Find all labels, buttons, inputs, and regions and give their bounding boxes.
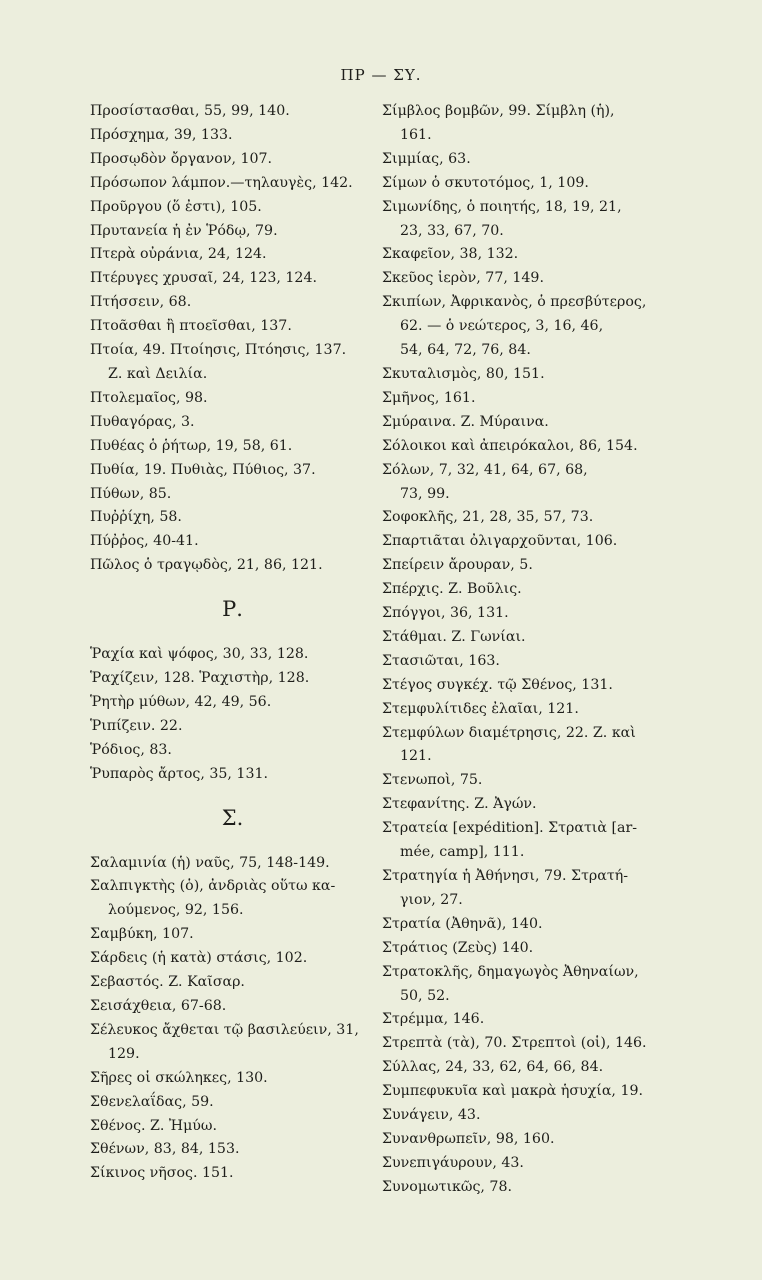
entry-line: Σέλευκος ἄχθεται τῷ βασιλεύειν, 31, xyxy=(90,1021,359,1038)
index-entry xyxy=(382,411,682,435)
entry-line: Συνομωτικῶς, 78. xyxy=(382,1178,512,1195)
entry-line: Σαλπιγκτὴς (ὁ), ἀνδριὰς οὕτω κα- xyxy=(90,878,336,895)
entry-continuation: 161. xyxy=(400,126,432,143)
entry-line: Ῥητὴρ μύθων, 42, 49, 56. xyxy=(90,693,272,710)
entry-line: Σόλοικοι καὶ ἀπειρόκαλοι, 86, 154. xyxy=(382,437,638,454)
entry-line: Πτήσσειν, 68. xyxy=(90,294,192,311)
entry-line: Στεφανίτης. Ζ. Ἀγών. xyxy=(382,796,537,813)
index-entry xyxy=(382,1176,682,1200)
index-entry xyxy=(90,172,375,196)
entry-line: Προῦργου (ὅ ἐστι), 105. xyxy=(90,198,262,215)
entry-line: Σπαρτιᾶται ὀλιγαρχοῦνται, 106. xyxy=(382,533,618,550)
index-entry xyxy=(90,124,375,148)
index-entry xyxy=(90,291,375,315)
index-entry xyxy=(90,763,375,787)
index-entry xyxy=(382,530,682,554)
section-letter: Σ. xyxy=(221,805,244,830)
entry-line: Ῥυπαρὸς ἄρτος, 35, 131. xyxy=(90,765,269,782)
index-entry xyxy=(90,243,375,267)
entry-line: Ῥιπίζειν. 22. xyxy=(90,717,183,734)
index-entry xyxy=(90,852,375,876)
index-entry xyxy=(382,817,682,865)
index-entry xyxy=(90,483,375,507)
index-entry xyxy=(382,1080,682,1104)
entry-line: Στρατία (Ἀθηνᾶ), 140. xyxy=(382,915,543,932)
entry-line: Πρόσωπον λάμπον.—τηλαυγὲς, 142. xyxy=(90,174,353,191)
index-entry xyxy=(90,315,375,339)
index-entry xyxy=(382,578,682,602)
entry-line: Σθένων, 83, 84, 153. xyxy=(90,1141,240,1158)
index-entry xyxy=(90,220,375,244)
entry-line: Πυθαγόρας, 3. xyxy=(90,413,195,430)
index-entry xyxy=(382,1152,682,1176)
index-entry xyxy=(382,674,682,698)
entry-line: Πτερὰ οὐράνια, 24, 124. xyxy=(90,246,267,263)
index-entry xyxy=(382,148,682,172)
entry-continuation: λούμενος, 92, 156. xyxy=(108,902,244,919)
index-entry xyxy=(90,1067,375,1091)
index-entry xyxy=(382,722,682,770)
entry-line: Πυθέας ὁ ῥήτωρ, 19, 58, 61. xyxy=(90,437,293,454)
running-title: ΠΡ — ΣΥ. xyxy=(340,66,422,84)
index-entry xyxy=(90,506,375,530)
index-entry xyxy=(90,875,375,923)
index-entry xyxy=(382,913,682,937)
entry-line: Σμύραινα. Ζ. Μύραινα. xyxy=(382,413,549,430)
index-entry xyxy=(90,387,375,411)
entry-line: Στασιῶται, 163. xyxy=(382,652,500,669)
entry-continuation: 50, 52. xyxy=(400,987,450,1004)
entry-line: Σίμων ὁ σκυτοτόμος, 1, 109. xyxy=(382,174,589,191)
index-entry xyxy=(382,961,682,1009)
entry-line: Πτολεμαῖος, 98. xyxy=(90,389,208,406)
entry-line: Στράτιος (Ζεὺς) 140. xyxy=(382,939,534,956)
index-entry xyxy=(90,554,375,578)
index-entry xyxy=(90,691,375,715)
entry-line: Πύθων, 85. xyxy=(90,485,172,502)
entry-line: Σίκινος νῆσος. 151. xyxy=(90,1165,234,1182)
index-entry xyxy=(90,339,375,387)
entry-continuation: mée, camp], 111. xyxy=(400,844,525,861)
entry-continuation: 54, 64, 72, 76, 84. xyxy=(400,342,531,359)
index-entry xyxy=(90,995,375,1019)
entry-line: Πυθία, 19. Πυθιὰς, Πύθιος, 37. xyxy=(90,461,316,478)
entry-line: Σκυταλισμὸς, 80, 151. xyxy=(382,365,545,382)
index-entry xyxy=(382,100,682,148)
entry-line: Σκιπίων, Ἀφρικανὸς, ὁ πρεσβύτερος, xyxy=(382,294,647,311)
entry-line: Συνάγειν, 43. xyxy=(382,1107,481,1124)
index-entry xyxy=(382,793,682,817)
index-entry xyxy=(382,291,682,363)
entry-continuation: 121. xyxy=(400,748,432,765)
entry-line: Σθενελαΐδας, 59. xyxy=(90,1093,214,1110)
entry-continuation: γιον, 27. xyxy=(400,891,463,908)
entry-line: Στεμφυλίτιδες ἐλαῖαι, 121. xyxy=(382,700,579,717)
entry-continuation: 129. xyxy=(108,1045,140,1062)
index-entry xyxy=(382,1032,682,1056)
index-entry xyxy=(90,667,375,691)
entry-line: Στενωποὶ, 75. xyxy=(382,772,483,789)
section-letter: Ρ. xyxy=(222,597,243,622)
entry-line: Πύῤῥος, 40-41. xyxy=(90,533,199,550)
entry-line: Ῥαχία καὶ ψόφος, 30, 33, 128. xyxy=(90,646,309,663)
index-entry xyxy=(90,923,375,947)
index-entry xyxy=(382,387,682,411)
entry-line: Ῥόδιος, 83. xyxy=(90,741,172,758)
entry-continuation: Ζ. καὶ Δειλία. xyxy=(108,365,208,382)
index-entry xyxy=(90,196,375,220)
entry-line: Πρυτανεία ἡ ἐν Ῥόδῳ, 79. xyxy=(90,222,278,239)
entry-continuation: 73, 99. xyxy=(400,485,450,502)
index-entry xyxy=(90,947,375,971)
right-column xyxy=(382,100,682,1200)
index-entry xyxy=(90,530,375,554)
entry-continuation: 62. — ὁ νεώτερος, 3, 16, 46, xyxy=(400,318,604,335)
index-entry xyxy=(382,865,682,913)
entry-line: Στέγος συγκέχ. τῷ Σθένος, 131. xyxy=(382,676,613,693)
entry-line: Σκεῦος ἱερὸν, 77, 149. xyxy=(382,270,544,287)
entry-line: Σαλαμινία (ἡ) ναῦς, 75, 148-149. xyxy=(90,854,330,871)
entry-line: Συνανθρωπεῖν, 98, 160. xyxy=(382,1130,555,1147)
index-entry xyxy=(382,363,682,387)
entry-line: Σῆρες οἱ σκώληκες, 130. xyxy=(90,1069,268,1086)
entry-line: Συνεπιγάυρουν, 43. xyxy=(382,1154,524,1171)
entry-line: Πρόσχημα, 39, 133. xyxy=(90,126,233,143)
index-entry xyxy=(382,172,682,196)
index-entry xyxy=(382,554,682,578)
index-entry xyxy=(90,435,375,459)
entry-line: Στεμφύλων διαμέτρησις, 22. Ζ. καὶ xyxy=(382,724,636,741)
index-entry xyxy=(382,459,682,507)
index-entry xyxy=(382,1128,682,1152)
entry-line: Σεισάχθεια, 67-68. xyxy=(90,998,227,1014)
entry-line: Σμῆνος, 161. xyxy=(382,389,476,406)
index-entry xyxy=(90,459,375,483)
entry-line: Σπείρειν ἄρουραν, 5. xyxy=(382,557,533,574)
index-entry xyxy=(382,1056,682,1080)
entry-line: Στρατοκλῆς, δημαγωγὸς Ἀθηναίων, xyxy=(382,963,639,980)
entry-line: Στρατεία [expédition]. Στρατιὰ [ar- xyxy=(382,820,638,837)
index-entry xyxy=(382,602,682,626)
entry-line: Πτοία, 49. Πτοίησις, Πτόησις, 137. xyxy=(90,342,347,359)
index-entry xyxy=(90,971,375,995)
entry-line: Σθένος. Ζ. Ἠμύω. xyxy=(90,1117,218,1134)
index-entry xyxy=(382,435,682,459)
index-entry xyxy=(382,1104,682,1128)
index-entry xyxy=(382,196,682,244)
entry-line: Συμπεφυκυῖα καὶ μακρὰ ἡσυχία, 19. xyxy=(382,1083,644,1100)
index-entry xyxy=(382,698,682,722)
index-entry xyxy=(90,739,375,763)
index-entry xyxy=(90,1115,375,1139)
index-entry xyxy=(382,769,682,793)
entry-continuation: 23, 33, 67, 70. xyxy=(400,222,504,239)
entry-line: Σόλων, 7, 32, 41, 64, 67, 68, xyxy=(382,461,588,478)
index-entry xyxy=(90,715,375,739)
index-entry xyxy=(90,148,375,172)
entry-line: Προσίστασθαι, 55, 99, 140. xyxy=(90,103,290,119)
entry-line: Πυῤῥίχη, 58. xyxy=(90,509,182,526)
entry-line: Στάθμαι. Ζ. Γωνίαι. xyxy=(382,628,526,645)
entry-line: Στρεπτὰ (τὰ), 70. Στρεπτοὶ (οἱ), 146. xyxy=(382,1035,647,1052)
entry-line: Σίμβλος βομβῶν, 99. Σίμβλη (ἡ), xyxy=(382,103,615,119)
index-entry xyxy=(382,243,682,267)
entry-line: Σεβαστός. Ζ. Καῖσαρ. xyxy=(90,974,245,991)
entry-line: Σιμμίας, 63. xyxy=(382,150,471,167)
index-entry xyxy=(90,1138,375,1162)
index-entry xyxy=(382,1008,682,1032)
entry-line: Πῶλος ὁ τραγῳδὸς, 21, 86, 121. xyxy=(90,557,323,574)
entry-line: Σάρδεις (ἡ κατὰ) στάσις, 102. xyxy=(90,950,308,967)
entry-line: Σκαφεῖον, 38, 132. xyxy=(382,246,519,263)
index-entry xyxy=(382,506,682,530)
index-entry xyxy=(90,411,375,435)
index-entry xyxy=(382,267,682,291)
entry-line: Στρατηγία ἡ Ἀθήνησι, 79. Στρατή- xyxy=(382,868,628,884)
index-entry xyxy=(90,1091,375,1115)
index-entry xyxy=(382,650,682,674)
index-entry xyxy=(90,267,375,291)
entry-line: Σύλλας, 24, 33, 62, 64, 66, 84. xyxy=(382,1059,604,1076)
entry-line: Στρέμμα, 146. xyxy=(382,1011,485,1028)
entry-line: Πτέρυγες χρυσαῖ, 24, 123, 124. xyxy=(90,270,317,287)
entry-line: Σαμβύκη, 107. xyxy=(90,926,194,943)
entry-line: Ῥαχίζειν, 128. Ῥαχιστὴρ, 128. xyxy=(90,670,310,687)
entry-line: Προσῳδὸν ὄργανον, 107. xyxy=(90,150,273,167)
index-entry xyxy=(90,1019,375,1067)
index-entry xyxy=(382,626,682,650)
index-entry xyxy=(382,937,682,961)
entry-line: Σιμωνίδης, ὁ ποιητής, 18, 19, 21, xyxy=(382,198,622,215)
entry-line: Σοφοκλῆς, 21, 28, 35, 57, 73. xyxy=(382,509,594,526)
index-entry xyxy=(90,643,375,667)
index-entry xyxy=(90,1162,375,1186)
left-column xyxy=(90,100,375,1186)
entry-line: Σπόγγοι, 36, 131. xyxy=(382,605,509,622)
entry-line: Πτοᾶσθαι ἢ πτοεῖσθαι, 137. xyxy=(90,318,292,335)
index-entry xyxy=(90,100,375,124)
entry-line: Σπέρχις. Ζ. Βοῦλις. xyxy=(382,581,522,598)
